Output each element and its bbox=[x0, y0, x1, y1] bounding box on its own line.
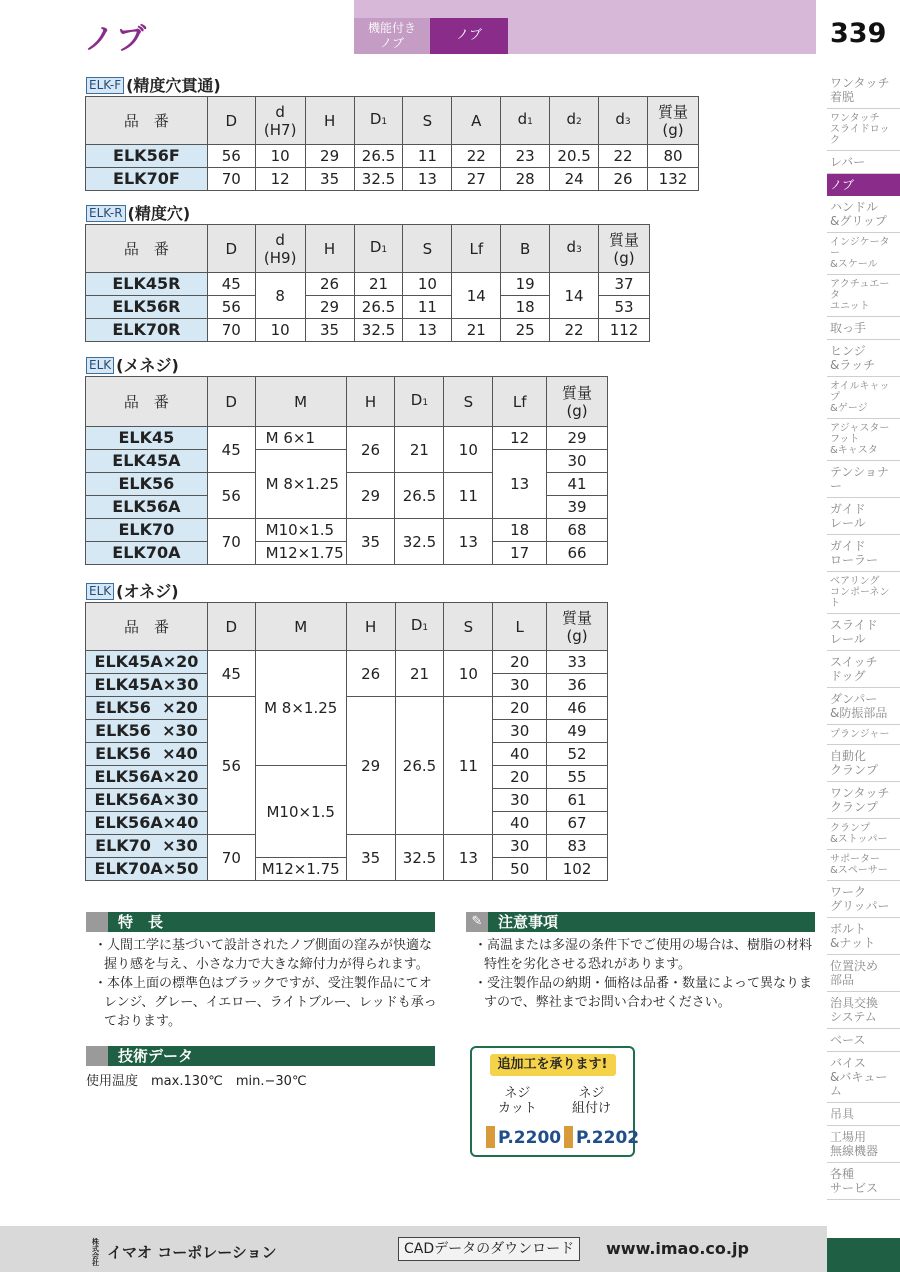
cell-m: M 6×1 bbox=[255, 427, 346, 450]
tech-title: 技術データ bbox=[118, 1047, 194, 1065]
cell-h: 26 bbox=[305, 273, 354, 296]
cell-h: 29 bbox=[305, 296, 354, 319]
cell-d1: 32.5 bbox=[395, 519, 444, 565]
cell-mass: 33 bbox=[547, 651, 608, 674]
section-title: (精度穴) bbox=[127, 204, 191, 223]
header-label: D bbox=[369, 238, 382, 256]
table-cell: 23 bbox=[501, 145, 550, 168]
part-number: ELK56 ×20 bbox=[86, 697, 208, 720]
cell-d: 45 bbox=[207, 651, 255, 697]
features-list bbox=[94, 936, 439, 1031]
sidebar-item[interactable]: ヒンジ &ラッチ bbox=[827, 340, 900, 377]
sidebar-item[interactable]: ボルト &ナット bbox=[827, 918, 900, 955]
table-cell: 70 bbox=[207, 168, 255, 191]
cell-mass: 49 bbox=[547, 720, 608, 743]
table-cell: 13 bbox=[403, 168, 452, 191]
header-label: A bbox=[471, 111, 482, 130]
part-number: ELK56A×30 bbox=[86, 789, 208, 812]
header-label: D bbox=[410, 616, 423, 634]
header-label: d bbox=[566, 238, 576, 256]
cell-m: M12×1.75 bbox=[255, 542, 346, 565]
header-label: D bbox=[369, 110, 382, 128]
thread-assembly-label: ネジ 組付け bbox=[572, 1086, 612, 1116]
cell-d1: 32.5 bbox=[395, 835, 444, 881]
cell-mass: 102 bbox=[547, 858, 608, 881]
cell-lf: 17 bbox=[493, 542, 547, 565]
cell-m: M12×1.75 bbox=[255, 858, 346, 881]
cell-d3: 14 bbox=[550, 273, 599, 319]
section-elk-female bbox=[86, 353, 179, 376]
table-cell: 22 bbox=[599, 145, 648, 168]
sidebar-item[interactable]: ベアリング コンポーネント bbox=[827, 572, 900, 614]
cell-mass: 112 bbox=[599, 319, 650, 342]
header-label: 品 番 bbox=[123, 617, 169, 636]
sidebar-item[interactable]: ノブ bbox=[827, 174, 900, 196]
header-subscript: 1 bbox=[381, 117, 388, 127]
column-header bbox=[403, 97, 452, 145]
sidebar-footer-block bbox=[827, 1238, 900, 1272]
section-elk-male bbox=[86, 579, 179, 602]
tab-functional-knob[interactable]: 機能付き ノブ bbox=[354, 18, 430, 54]
page-number: 339 bbox=[830, 18, 887, 49]
cell-s: 11 bbox=[444, 697, 493, 835]
column-header bbox=[395, 603, 444, 651]
header-subscript: 1 bbox=[527, 117, 533, 127]
header-label: L bbox=[515, 617, 524, 636]
header-subscript: 2 bbox=[576, 117, 582, 127]
cell-d: 45 bbox=[207, 427, 255, 473]
cell-d3: 22 bbox=[550, 319, 599, 342]
header-label: M bbox=[294, 392, 308, 411]
cell-s: 11 bbox=[444, 473, 493, 519]
section-title: (精度穴貫通) bbox=[126, 76, 221, 95]
caution-item: ・受注製作品の納期・価格は品番・数量によって異なりますので、弊社までお問い合わせください。 bbox=[474, 976, 813, 1010]
header-subscript: 3 bbox=[624, 117, 631, 127]
table-cell: 56 bbox=[207, 145, 255, 168]
header-label: S bbox=[463, 392, 474, 411]
cell-l: 20 bbox=[493, 697, 547, 720]
cell-b: 25 bbox=[501, 319, 550, 342]
cell-h: 35 bbox=[305, 319, 354, 342]
features-heading bbox=[86, 912, 435, 932]
header-label: H bbox=[364, 617, 377, 636]
cell-s: 11 bbox=[403, 296, 452, 319]
cell-l: 20 bbox=[493, 651, 547, 674]
part-number: ELK45A bbox=[86, 450, 208, 473]
tag-elk: ELK bbox=[86, 583, 114, 600]
header-label: D bbox=[225, 392, 237, 411]
cell-l: 30 bbox=[493, 835, 547, 858]
part-number: ELK45A×20 bbox=[86, 651, 208, 674]
column-header bbox=[444, 377, 493, 427]
cad-download-link[interactable]: CADデータのダウンロード bbox=[398, 1237, 580, 1261]
column-header bbox=[305, 225, 354, 273]
header-subscript: 1 bbox=[422, 623, 429, 633]
column-header bbox=[599, 97, 648, 145]
sidebar-item[interactable]: ダンパー &防振部品 bbox=[827, 688, 900, 725]
cell-s: 13 bbox=[403, 319, 452, 342]
table-elk-female bbox=[85, 376, 608, 565]
header-label: d bbox=[566, 110, 576, 128]
cell-lf: 18 bbox=[493, 519, 547, 542]
badge-title: 追加工を承ります! bbox=[490, 1054, 616, 1076]
cell-mass: 41 bbox=[547, 473, 608, 496]
cell-l: 30 bbox=[493, 720, 547, 743]
sidebar-item[interactable]: サポーター &スペーサー bbox=[827, 850, 900, 881]
sidebar-item[interactable]: 取っ手 bbox=[827, 317, 900, 340]
sidebar-item[interactable]: ワンタッチ 着脱 bbox=[827, 72, 900, 109]
part-number: ELK56A×20 bbox=[86, 766, 208, 789]
header-label: d (H7) bbox=[263, 102, 297, 139]
part-number: ELK56R bbox=[86, 296, 208, 319]
column-header bbox=[207, 377, 255, 427]
column-header bbox=[647, 97, 698, 145]
cell-d1: 32.5 bbox=[354, 319, 403, 342]
cell-d1: 26.5 bbox=[395, 697, 444, 835]
header-label: Lf bbox=[512, 392, 527, 411]
logo-kabushiki: 株式 会社 bbox=[92, 1238, 99, 1267]
header-subscript: 1 bbox=[422, 398, 429, 408]
column-header bbox=[86, 377, 208, 427]
cell-d: 70 bbox=[207, 319, 255, 342]
sidebar-item[interactable]: 各種 サービス bbox=[827, 1163, 900, 1200]
section-elk-r bbox=[86, 201, 190, 224]
caution-item: ・高温または多湿の条件下でご使用の場合は、樹脂の材料特性を劣化させる恐れがあります。 bbox=[474, 938, 813, 972]
cell-d: 56 bbox=[207, 697, 255, 835]
header-label: H bbox=[323, 239, 336, 258]
caution-title: 注意事項 bbox=[498, 913, 559, 931]
header-label: d bbox=[615, 110, 625, 128]
header-label: 質量 (g) bbox=[562, 383, 593, 420]
cell-d1: 21 bbox=[395, 427, 444, 473]
cell-l: 30 bbox=[493, 789, 547, 812]
tag-elk: ELK bbox=[86, 357, 114, 374]
cell-m: M 8×1.25 bbox=[255, 450, 346, 519]
column-header bbox=[395, 377, 444, 427]
cell-d: 56 bbox=[207, 473, 255, 519]
sidebar-item[interactable]: 吊具 bbox=[827, 1103, 900, 1126]
table-cell: 35 bbox=[305, 168, 354, 191]
header-label: H bbox=[323, 111, 336, 130]
column-header bbox=[452, 225, 501, 273]
cell-h: 29 bbox=[346, 473, 395, 519]
sidebar-item[interactable]: ガイド ローラー bbox=[827, 535, 900, 572]
cell-l: 40 bbox=[493, 743, 547, 766]
column-header bbox=[207, 97, 255, 145]
sidebar-item[interactable]: 位置決め 部品 bbox=[827, 955, 900, 992]
company-logo bbox=[92, 1239, 277, 1267]
tech-text: 使用温度 max.130℃ min.−30℃ bbox=[86, 1074, 307, 1089]
cell-mass: 29 bbox=[547, 427, 608, 450]
cell-lf: 14 bbox=[452, 273, 501, 319]
header-label: M bbox=[294, 617, 308, 636]
column-header bbox=[547, 377, 608, 427]
header-label: S bbox=[463, 617, 474, 636]
part-number: ELK45 bbox=[86, 427, 208, 450]
sidebar-item[interactable]: ワンタッチ クランプ bbox=[827, 782, 900, 819]
cell-mass: 83 bbox=[547, 835, 608, 858]
cell-l: 30 bbox=[493, 674, 547, 697]
part-number: ELK56 bbox=[86, 473, 208, 496]
sidebar-item[interactable]: ワーク グリッパー bbox=[827, 881, 900, 918]
part-number: ELK56F bbox=[86, 145, 208, 168]
column-header bbox=[255, 377, 346, 427]
column-header bbox=[354, 225, 403, 273]
cell-mass: 30 bbox=[547, 450, 608, 473]
cell-mass: 53 bbox=[599, 296, 650, 319]
header-label: H bbox=[364, 392, 377, 411]
sidebar-item[interactable]: テンショナー bbox=[827, 461, 900, 498]
pencil-icon: ✎ bbox=[466, 912, 488, 932]
table-cell: 22 bbox=[452, 145, 501, 168]
page-ref-thread-assembly[interactable]: P.2202 bbox=[576, 1128, 640, 1148]
table-cell: 29 bbox=[305, 145, 354, 168]
sidebar-item[interactable]: クランプ &ストッパー bbox=[827, 819, 900, 850]
header-label: 質量 (g) bbox=[657, 102, 688, 139]
cell-mass: 68 bbox=[547, 519, 608, 542]
column-header bbox=[207, 603, 255, 651]
sidebar-item[interactable]: アクチュエータ ユニット bbox=[827, 275, 900, 317]
cell-s: 13 bbox=[444, 519, 493, 565]
sidebar-item[interactable]: 工場用 無線機器 bbox=[827, 1126, 900, 1163]
caution-heading bbox=[466, 912, 815, 932]
sidebar-item[interactable]: ワンタッチ スライドロック bbox=[827, 109, 900, 151]
column-header bbox=[547, 603, 608, 651]
additional-machining-badge[interactable] bbox=[470, 1046, 640, 1157]
table-elk-f bbox=[85, 96, 699, 191]
part-number: ELK70 ×30 bbox=[86, 835, 208, 858]
sidebar-item[interactable]: バイス &バキューム bbox=[827, 1052, 900, 1103]
cell-mass: 36 bbox=[547, 674, 608, 697]
header-label: D bbox=[225, 111, 238, 130]
cell-b: 19 bbox=[501, 273, 550, 296]
sidebar-item[interactable]: プランジャー bbox=[827, 725, 900, 745]
cell-lf: 21 bbox=[452, 319, 501, 342]
header-label: d bbox=[517, 110, 528, 128]
table-cell: 26.5 bbox=[354, 145, 403, 168]
table-cell: 27 bbox=[452, 168, 501, 191]
column-header bbox=[305, 97, 354, 145]
sidebar-item[interactable]: オイルキャップ &ゲージ bbox=[827, 377, 900, 419]
heading-marker bbox=[86, 912, 108, 932]
part-number: ELK70A×50 bbox=[86, 858, 208, 881]
website-url[interactable]: www.imao.co.jp bbox=[606, 1239, 749, 1258]
column-header bbox=[550, 225, 599, 273]
section-title: (メネジ) bbox=[116, 356, 179, 375]
column-header bbox=[493, 377, 547, 427]
cell-h: 35 bbox=[346, 835, 395, 881]
column-header bbox=[255, 603, 346, 651]
sidebar-item[interactable]: スイッチ ドッグ bbox=[827, 651, 900, 688]
feature-item: ・人間工学に基づいて設計されたノブ側面の窪みが快適な握り感を与え、小さな力で大きな締付力が得られます。 bbox=[94, 938, 433, 972]
column-header bbox=[207, 225, 255, 273]
cell-d: 56 bbox=[207, 296, 255, 319]
cell-lf: 12 bbox=[493, 427, 547, 450]
cell-s: 10 bbox=[403, 273, 452, 296]
column-header bbox=[493, 603, 547, 651]
cell-m: M10×1.5 bbox=[255, 519, 346, 542]
cell-d1: 21 bbox=[395, 651, 444, 697]
cell-l: 20 bbox=[493, 766, 547, 789]
tab-knob[interactable]: ノブ bbox=[430, 18, 508, 54]
header-label: B bbox=[520, 239, 531, 258]
cell-s: 10 bbox=[444, 427, 493, 473]
table-cell: 132 bbox=[647, 168, 698, 191]
cell-mass: 55 bbox=[547, 766, 608, 789]
cell-h: 26 bbox=[346, 427, 395, 473]
table-cell: 26 bbox=[599, 168, 648, 191]
thread-cut-icon bbox=[486, 1126, 495, 1148]
feature-item: ・本体上面の標準色はブラックですが、受注製作品にてオレンジ、グレー、イエロー、ライトブルー、レッドも承っております。 bbox=[94, 976, 437, 1029]
heading-marker bbox=[86, 1046, 108, 1066]
header-label: D bbox=[225, 617, 238, 636]
cell-d1: 26.5 bbox=[395, 473, 444, 519]
tag-elk-f: ELK-F bbox=[86, 77, 124, 94]
header-label: S bbox=[422, 239, 433, 258]
header-label: d (H9) bbox=[263, 230, 297, 267]
column-header bbox=[255, 97, 305, 145]
cell-mass: 39 bbox=[547, 496, 608, 519]
cell-m: M 8×1.25 bbox=[255, 651, 346, 766]
tech-heading bbox=[86, 1046, 435, 1066]
header-label: D bbox=[225, 239, 238, 258]
column-header bbox=[501, 225, 550, 273]
cell-d1: 26.5 bbox=[354, 296, 403, 319]
part-number: ELK45R bbox=[86, 273, 208, 296]
cell-s: 10 bbox=[444, 651, 493, 697]
cell-mass: 46 bbox=[547, 697, 608, 720]
features-title: 特 長 bbox=[118, 913, 164, 931]
table-cell: 24 bbox=[550, 168, 599, 191]
part-number: ELK70A bbox=[86, 542, 208, 565]
column-header bbox=[86, 97, 208, 145]
company-name: イマオ コーポレーション bbox=[107, 1243, 277, 1262]
sidebar-item[interactable]: インジケーター &スケール bbox=[827, 233, 900, 275]
column-header bbox=[403, 225, 452, 273]
column-header bbox=[354, 97, 403, 145]
part-number: ELK56 ×30 bbox=[86, 720, 208, 743]
part-number: ELK70F bbox=[86, 168, 208, 191]
header-subscript: 3 bbox=[575, 245, 582, 255]
cell-s: 13 bbox=[444, 835, 493, 881]
page-title: ノブ bbox=[84, 22, 148, 57]
cell-mass: 52 bbox=[547, 743, 608, 766]
column-header bbox=[599, 225, 650, 273]
thread-cut-label: ネジ カット bbox=[498, 1086, 537, 1116]
header-label: Lf bbox=[469, 239, 484, 258]
cell-mass: 66 bbox=[547, 542, 608, 565]
column-header bbox=[550, 97, 599, 145]
cell-lf: 13 bbox=[493, 450, 547, 519]
part-number: ELK56A bbox=[86, 496, 208, 519]
page-ref-thread-cut[interactable]: P.2200 bbox=[498, 1128, 562, 1148]
cell-d1: 21 bbox=[354, 273, 403, 296]
table-cell: 12 bbox=[255, 168, 305, 191]
sidebar-item[interactable]: ハンドル &グリップ bbox=[827, 196, 900, 233]
cell-b: 18 bbox=[501, 296, 550, 319]
column-header bbox=[86, 225, 208, 273]
tag-elk-r: ELK-R bbox=[86, 205, 126, 222]
cell-d: 70 bbox=[207, 519, 255, 565]
cell-l: 40 bbox=[493, 812, 547, 835]
part-number: ELK56 ×40 bbox=[86, 743, 208, 766]
cell-mass: 37 bbox=[599, 273, 650, 296]
column-header bbox=[255, 225, 305, 273]
table-elk-male bbox=[85, 602, 608, 881]
table-cell: 28 bbox=[501, 168, 550, 191]
table-cell: 11 bbox=[403, 145, 452, 168]
cell-h: 26 bbox=[346, 651, 395, 697]
cell-d: 45 bbox=[207, 273, 255, 296]
column-header bbox=[501, 97, 550, 145]
sidebar-item[interactable]: 治具交換 システム bbox=[827, 992, 900, 1029]
header-label: D bbox=[410, 391, 423, 409]
table-elk-r bbox=[85, 224, 650, 342]
table-cell: 80 bbox=[647, 145, 698, 168]
column-header bbox=[346, 377, 395, 427]
section-elk-f bbox=[86, 73, 221, 96]
header-label: 品 番 bbox=[123, 239, 169, 258]
sidebar-item[interactable]: ガイド レール bbox=[827, 498, 900, 535]
cell-mass: 61 bbox=[547, 789, 608, 812]
sidebar-item[interactable]: レバー bbox=[827, 151, 900, 174]
part-number: ELK70R bbox=[86, 319, 208, 342]
cell-h: 29 bbox=[346, 697, 395, 835]
table-cell: 20.5 bbox=[550, 145, 599, 168]
sidebar-item[interactable]: スライド レール bbox=[827, 614, 900, 651]
cell-bore: 10 bbox=[255, 319, 305, 342]
cell-bore: 8 bbox=[255, 273, 305, 319]
cell-l: 50 bbox=[493, 858, 547, 881]
cell-m: M10×1.5 bbox=[255, 766, 346, 858]
header-label: 品 番 bbox=[123, 392, 169, 411]
section-title: (オネジ) bbox=[116, 582, 179, 601]
thread-assembly-icon bbox=[564, 1126, 573, 1148]
sidebar-item[interactable]: 自動化 クランプ bbox=[827, 745, 900, 782]
table-cell: 32.5 bbox=[354, 168, 403, 191]
part-number: ELK56A×40 bbox=[86, 812, 208, 835]
header-label: 品 番 bbox=[123, 111, 169, 130]
sidebar-item[interactable]: アジャスター フット &キャスタ bbox=[827, 419, 900, 461]
sidebar bbox=[827, 72, 900, 1200]
part-number: ELK70 bbox=[86, 519, 208, 542]
header-label: 質量 (g) bbox=[562, 608, 593, 645]
caution-list bbox=[474, 936, 816, 1012]
header-label: 質量 (g) bbox=[609, 230, 640, 267]
column-header bbox=[452, 97, 501, 145]
column-header bbox=[86, 603, 208, 651]
cell-mass: 67 bbox=[547, 812, 608, 835]
header-subscript: 1 bbox=[381, 245, 388, 255]
column-header bbox=[346, 603, 395, 651]
cell-d: 70 bbox=[207, 835, 255, 881]
table-cell: 10 bbox=[255, 145, 305, 168]
sidebar-item[interactable]: ベース bbox=[827, 1029, 900, 1052]
cell-h: 35 bbox=[346, 519, 395, 565]
header-label: S bbox=[422, 111, 433, 130]
column-header bbox=[444, 603, 493, 651]
part-number: ELK45A×30 bbox=[86, 674, 208, 697]
